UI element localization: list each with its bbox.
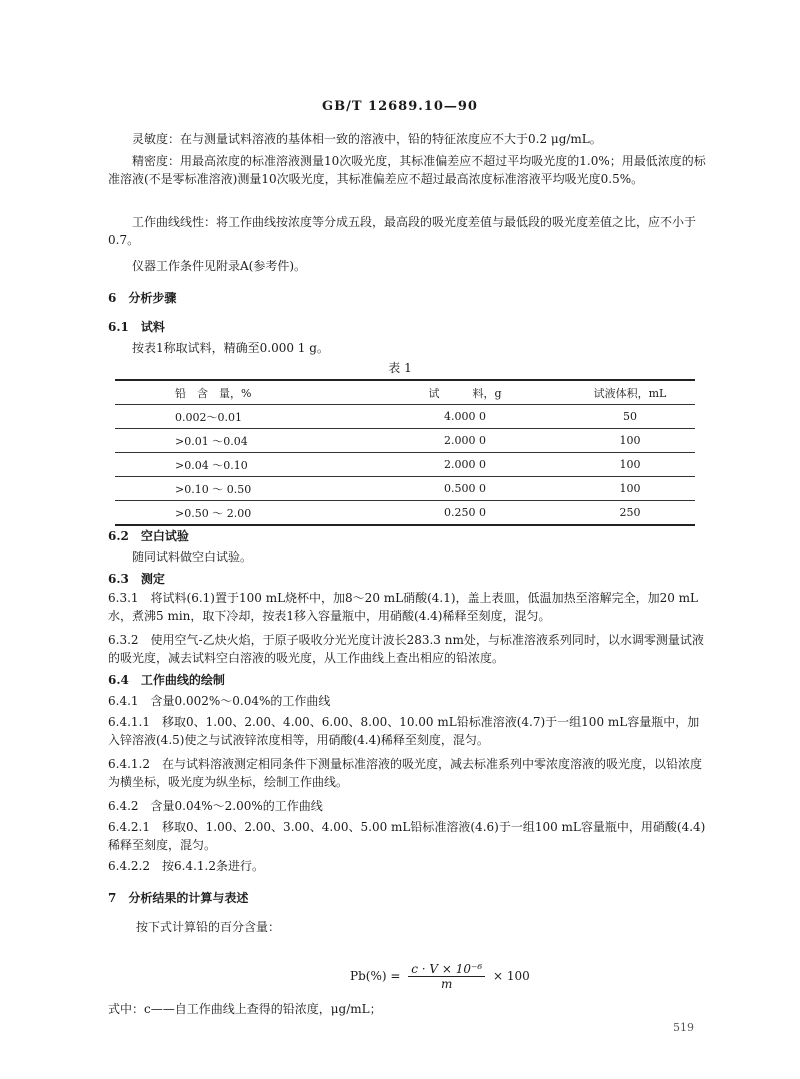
table-header-sample-mass: 试 料，g <box>365 380 565 405</box>
section-6-4-2-2-text: 6.4.2.2 按6.4.1.2条进行。 <box>108 859 264 873</box>
section-6-4-1-1-text: 6.4.1.1 移取0、1.00、2.00、4.00、6.00、8.00、10.00 mL铅标准溶液(4.7)于一组100 mL容量瓶中，加入锌溶液(4.5)使之与试液锌浓度相等，用硝酸(4.4)稀释至刻度，混匀。 <box>108 715 700 747</box>
table-header-lead-content: 铅 含 量，% <box>115 380 365 405</box>
section-6-2-heading: 6.2 空白试验 <box>108 529 189 543</box>
section-6-2-text: 随同试料做空白试验。 <box>132 550 253 564</box>
formula-denominator: m <box>440 977 453 991</box>
table-caption: 表 1 <box>388 361 412 375</box>
section-7-heading: 7 分析结果的计算与表述 <box>108 891 249 905</box>
table-row <box>115 477 695 501</box>
section-6-4-1-2-text: 6.4.1.2 在与试料溶液测定相同条件下测量标准溶液的吸光度，减去标准系列中零浓度溶液的吸光度，以铅浓度为横坐标，吸光度为纵坐标，绘制工作曲线。 <box>108 757 702 789</box>
section-7-text: 按下式计算铅的百分含量： <box>136 920 281 934</box>
section-6-4-heading: 6.4 工作曲线的绘制 <box>108 673 225 687</box>
sensitivity-paragraph: 灵敏度：在与测量试料溶液的基体相一致的溶液中，铅的特征浓度应不大于0.2 μg/mL。 <box>132 132 602 146</box>
table-cell: 2.000 0 <box>365 453 565 477</box>
lead-percentage-formula <box>350 962 530 991</box>
linearity-paragraph: 工作曲线线性：将工作曲线按浓度等分成五段，最高段的吸光度差值与最低段的吸光度差值之比，应不小于0.7。 <box>108 215 697 247</box>
section-6-3-2-text: 6.3.2 使用空气-乙炔火焰，于原子吸收分光光度计波长283.3 nm处，与标准溶液系列同时，以水调零测量试液的吸光度，减去试料空白溶液的吸光度，从工作曲线上查出相应的铅浓度。 <box>108 633 704 665</box>
table-row <box>115 453 695 477</box>
section-6-4-2-heading: 6.4.2 含量0.04%～2.00%的工作曲线 <box>108 799 323 813</box>
formula-lhs: Pb(%) = <box>350 969 401 983</box>
table-cell: 0.500 0 <box>365 477 565 501</box>
page-number: 519 <box>673 1021 694 1034</box>
table-row <box>115 405 695 429</box>
table-cell: 50 <box>565 405 695 429</box>
section-6-1-heading: 6.1 试料 <box>108 320 165 334</box>
section-6-3-heading: 6.3 测定 <box>108 572 165 586</box>
table-header-solution-volume: 试液体积，mL <box>565 380 695 405</box>
table-header-row <box>115 380 695 405</box>
table-1 <box>115 379 695 526</box>
document-header-code: GB/T 12689.10—90 <box>322 99 478 114</box>
table-cell: 4.000 0 <box>365 405 565 429</box>
table-cell: >0.50 ～ 2.00 <box>115 501 365 526</box>
table-cell: 0.002～0.01 <box>115 405 365 429</box>
table-row <box>115 429 695 453</box>
conditions-paragraph: 仪器工作条件见附录A(参考件)。 <box>132 259 307 273</box>
table-cell: 100 <box>565 429 695 453</box>
table-cell: 100 <box>565 453 695 477</box>
table-cell: 0.250 0 <box>365 501 565 526</box>
section-6-4-2-1-text: 6.4.2.1 移取0、1.00、2.00、3.00、4.00、5.00 mL铅标准溶液(4.6)于一组100 mL容量瓶中，用硝酸(4.4)稀释至刻度，混匀。 <box>108 820 706 852</box>
formula-where-text: 式中：c——自工作曲线上查得的铅浓度，μg/mL； <box>108 1002 382 1016</box>
table-cell: 250 <box>565 501 695 526</box>
table-row <box>115 501 695 526</box>
section-6-3-1-text: 6.3.1 将试料(6.1)置于100 mL烧杯中，加8～20 mL硝酸(4.1)，盖上表皿，低温加热至溶解完全，加20 mL水，煮沸5 min，取下冷却，按表1移入容量瓶中，用硝酸(4.4)稀释至刻度，混匀。 <box>108 591 698 623</box>
table-cell: 100 <box>565 477 695 501</box>
table-cell: >0.04 ～0.10 <box>115 453 365 477</box>
formula-fraction <box>408 962 485 991</box>
section-6-4-1-heading: 6.4.1 含量0.002%～0.04%的工作曲线 <box>108 694 331 708</box>
formula-rhs: × 100 <box>492 969 530 983</box>
table-cell: 2.000 0 <box>365 429 565 453</box>
section-6-1-text: 按表1称取试料，精确至0.000 1 g。 <box>132 341 329 355</box>
table-cell: >0.10 ～ 0.50 <box>115 477 365 501</box>
section-6-heading: 6 分析步骤 <box>108 291 177 305</box>
formula-numerator: c · V × 10⁻⁶ <box>408 962 485 977</box>
table-cell: >0.01 ～0.04 <box>115 429 365 453</box>
precision-paragraph: 精密度：用最高浓度的标准溶液测量10次吸光度，其标准偏差应不超过平均吸光度的1.0%；用最低浓度的标准溶液(不是零标准溶液)测量10次吸光度，其标准偏差应不超过最高浓度标准溶液平均吸光度0.5%。 <box>108 154 706 186</box>
